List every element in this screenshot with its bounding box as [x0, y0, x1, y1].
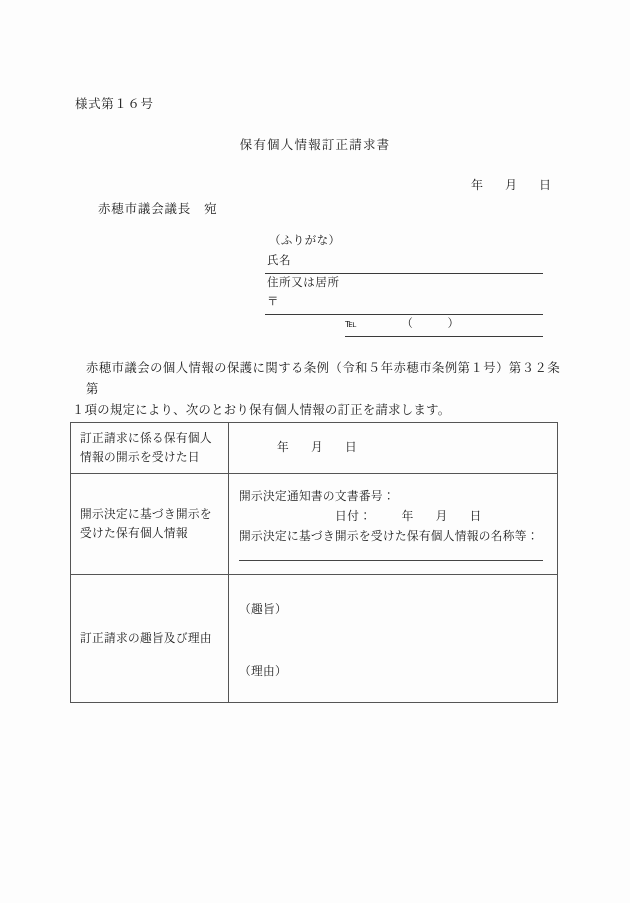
disclosure-notice-date-row [239, 507, 549, 527]
purpose-label: （趣旨） [239, 603, 287, 616]
telephone-icon: ℡ [345, 318, 358, 330]
body-paragraph-line-1: 赤穂市議会の個人情報の保護に関する条例（令和５年赤穂市条例第１号）第３２条第 [86, 361, 560, 396]
addressee-suffix: 宛 [204, 202, 218, 216]
row-value-disclosed-info[interactable] [229, 474, 558, 575]
disclosure-notice-date-label: 日付： [335, 510, 372, 523]
disclosure-notice-date-day: 日 [469, 510, 482, 523]
row-value-disclosure-date[interactable] [229, 423, 558, 474]
disclosure-date-day: 日 [345, 441, 358, 454]
furigana-label: （ふりがな） [269, 235, 341, 247]
disclosed-info-name-rule[interactable] [239, 559, 543, 561]
postal-mark-icon: 〒 [267, 296, 280, 308]
applicant-address-label: 住所又は居所 [267, 277, 340, 289]
document-title: 保有個人情報訂正請求書 [239, 138, 391, 152]
form-number: 様式第１６号 [75, 97, 154, 111]
row-label-disclosed-info-line-2: 受けた保有個人情報 [80, 527, 188, 540]
disclosure-notice-number-label: 開示決定通知書の文書番号： [239, 490, 395, 503]
request-details-table [70, 422, 558, 703]
row-label-disclosure-date [71, 423, 229, 474]
disclosed-info-name-label: 開示決定に基づき開示を受けた保有個人情報の名称等： [239, 530, 539, 543]
telephone-paren-close: ） [447, 318, 460, 330]
row-label-purpose-reason [71, 575, 229, 703]
addressee [98, 199, 217, 217]
body-paragraph-line-2: １項の規定により、次のとおり保有個人情報の訂正を請求します。 [72, 403, 451, 417]
row-label-disclosure-date-line-1: 訂正請求に係る保有個人 [80, 432, 212, 445]
addressee-name: 赤穂市議会議長 [98, 202, 192, 216]
applicant-name-field[interactable] [265, 252, 543, 274]
row-label-disclosure-date-line-2: 情報の開示を受けた日 [80, 451, 200, 464]
submission-date-month: 月 [505, 178, 518, 192]
row-label-purpose-reason-text: 訂正請求の趣旨及び理由 [80, 632, 212, 645]
telephone-paren-open: （ [401, 318, 414, 330]
submission-date-day: 日 [539, 178, 552, 192]
row-label-disclosed-info-line-1: 開示決定に基づき開示を [80, 508, 212, 521]
applicant-postal-field[interactable] [265, 293, 543, 315]
disclosure-notice-date-year: 年 [401, 510, 414, 523]
disclosure-date-month: 月 [311, 441, 324, 454]
table-row-purpose-reason [71, 575, 558, 703]
row-label-disclosed-info [71, 474, 229, 575]
table-row-disclosed-info [71, 474, 558, 575]
applicant-block [265, 232, 543, 337]
disclosure-notice-date-month: 月 [435, 510, 448, 523]
row-value-purpose-reason[interactable] [229, 575, 558, 703]
applicant-name-label: 氏名 [267, 255, 292, 267]
submission-date-line [0, 176, 557, 193]
table-row-disclosure-date [71, 423, 558, 474]
disclosure-date-year: 年 [277, 441, 290, 454]
applicant-address-label-row [265, 274, 543, 293]
applicant-telephone-field[interactable] [345, 315, 543, 337]
submission-date-year: 年 [471, 178, 484, 192]
reason-label: （理由） [239, 665, 287, 678]
body-paragraph [72, 358, 560, 421]
